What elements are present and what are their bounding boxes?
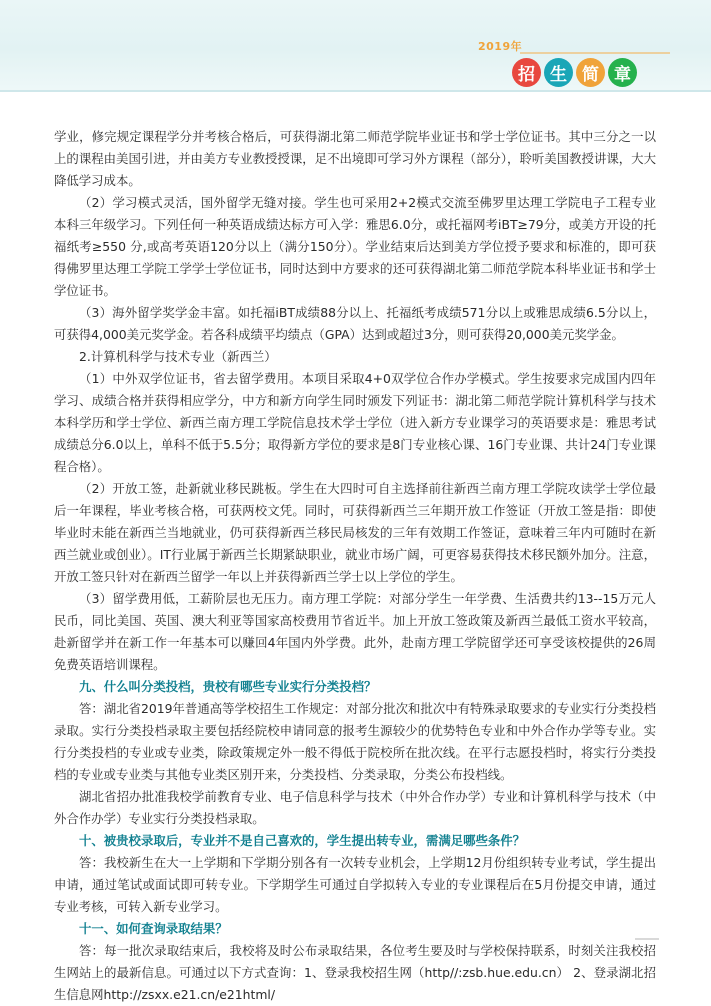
answer-paragraph: 答：每一批次录取结束后，我校将及时公布录取结果，各位考生要及时与学校保持联系，时刻关注我校招生网站上的最新信息。可通过以下方式查询：1、登录我校招生网（http//:zsb.hue.edu.cn） 2、登录湖北招生信息网http://zsxx.e21.cn/e21html/	[54, 943, 656, 1002]
body-paragraph: 湖北省招办批准我校学前教育专业、电子信息科学与技术（中外合作办学）专业和计算机科学与技术（中外合作办学）专业实行分类投档录取。	[54, 789, 656, 826]
answer-paragraph: 答：我校新生在大一上学期和下学期分别各有一次转专业机会，上学期12月份组织转专业考试，学生提出申请，通过笔试或面试即可转专业。下学期学生可通过自学拟转入专业的专业课程后在5月份提交申请，通过专业考核，可转入新专业学习。	[54, 855, 656, 914]
page-footer-mark	[635, 938, 659, 940]
question-heading: 十一、如何查询录取结果？	[79, 921, 228, 936]
answer-paragraph: 答：湖北省2019年普通高等学校招生工作规定：对部分批次和批次中有特殊录取要求的专业实行分类投档录取。实行分类投档录取主要包括经院校申请同意的报考生源较少的优势特色专业和中外合作办学等专业。实行分类投档的专业或专业类，除政策规定外一般不得低于院校所在批次线。在平行志愿投档时，将实行分类投档的专业或专业类与其他专业类区别开来，分类投档、分类录取，分类公布投档线。	[54, 701, 656, 782]
subsection-title: 2.计算机科学与技术专业（新西兰）	[79, 349, 277, 364]
title-char-badge: 生	[544, 58, 573, 87]
header-divider	[0, 90, 711, 92]
body-paragraph: （3）海外留学奖学金丰富。如托福iBT成绩88分以上、托福纸考成绩571分以上或雅思成绩6.5分以上，可获得4,000美元奖学金。若各科成绩平均绩点（GPA）达到或超过3分，则可获得20,000美元奖学金。	[54, 305, 656, 342]
document-body	[54, 126, 656, 1006]
body-paragraph: （1）中外双学位证书，省去留学费用。本项目采取4+0双学位合作办学模式。学生按要求完成国内四年学习、成绩合格并获得相应学分，中方和新方向学生同时颁发下列证书：湖北第二师范学院计算机科学与技术本科学历和学士学位、新西兰南方理工学院信息技术学士学位（进入新方专业课学习的英语要求是：雅思考试成绩总分6.0以上，单科不低于5.5分；取得新方学位的要求是8门专业核心课、16门专业课、共计24门专业课程合格）。	[54, 371, 656, 474]
title-char-badge: 招	[512, 58, 541, 87]
body-paragraph: （3）留学费用低，工薪阶层也无压力。南方理工学院：对部分学生一年学费、生活费共约13--15万元人民币，同比美国、英国、澳大利亚等国家高校费用节省近半。加上开放工签政策及新西兰最低工资水平较高，赴新留学并在新工作一年基本可以赚回4年国内外学费。此外，赴南方理工学院留学还可享受该校提供的26周免费英语培训课程。	[54, 591, 656, 672]
body-paragraph: （2）学习模式灵活，国外留学无缝对接。学生也可采用2+2模式交流至佛罗里达理工学院电子工程专业本科三年级学习。下列任何一种英语成绩达标方可入学：雅思6.0分，或托福网考iBT≥79分，或美方开设的托福纸考≥550 分,或高考英语120分以上（满分150分）。学业结束后达到美方学位授予要求和标准的，即可获得佛罗里达理工学院工学学士学位证书，同时达到中方要求的还可获得湖北第二师范学院本科毕业证书和学士学位证书。	[54, 195, 656, 298]
brochure-title	[512, 58, 637, 87]
question-heading: 九、什么叫分类投档，贵校有哪些专业实行分类投档？	[79, 679, 377, 694]
title-char-badge: 简	[576, 58, 605, 87]
body-paragraph: （2）开放工签，赴新就业移民跳板。学生在大四时可自主选择前往新西兰南方理工学院攻读学士学位最后一年课程，毕业考核合格，可获两校文凭。同时，可获得新西兰三年期开放工作签证（开放工签是指：即使毕业时未能在新西兰当地就业，仍可获得新西兰移民局核发的三年有效期工作签证，意味着三年内可随时在新西兰就业或创业）。IT行业属于新西兰长期紧缺职业，就业市场广阔，可更容易获得技术移民额外加分。注意，开放工签只针对在新西兰留学一年以上并获得新西兰学士以上学位的学生。	[54, 481, 656, 584]
title-char-badge: 章	[608, 58, 637, 87]
header-decor-line	[520, 52, 670, 54]
body-paragraph: 学业，修完规定课程学分并考核合格后，可获得湖北第二师范学院毕业证书和学士学位证书。其中三分之一以上的课程由美国引进，并由美方专业教授授课，足不出境即可学习外方课程（部分），聆听美国教授讲课，大大降低学习成本。	[54, 129, 656, 188]
question-heading: 十、被贵校录取后，专业并不是自己喜欢的，学生提出转专业，需满足哪些条件？	[79, 833, 526, 848]
year-tag: 2019年	[478, 40, 523, 53]
page-header	[0, 0, 711, 90]
